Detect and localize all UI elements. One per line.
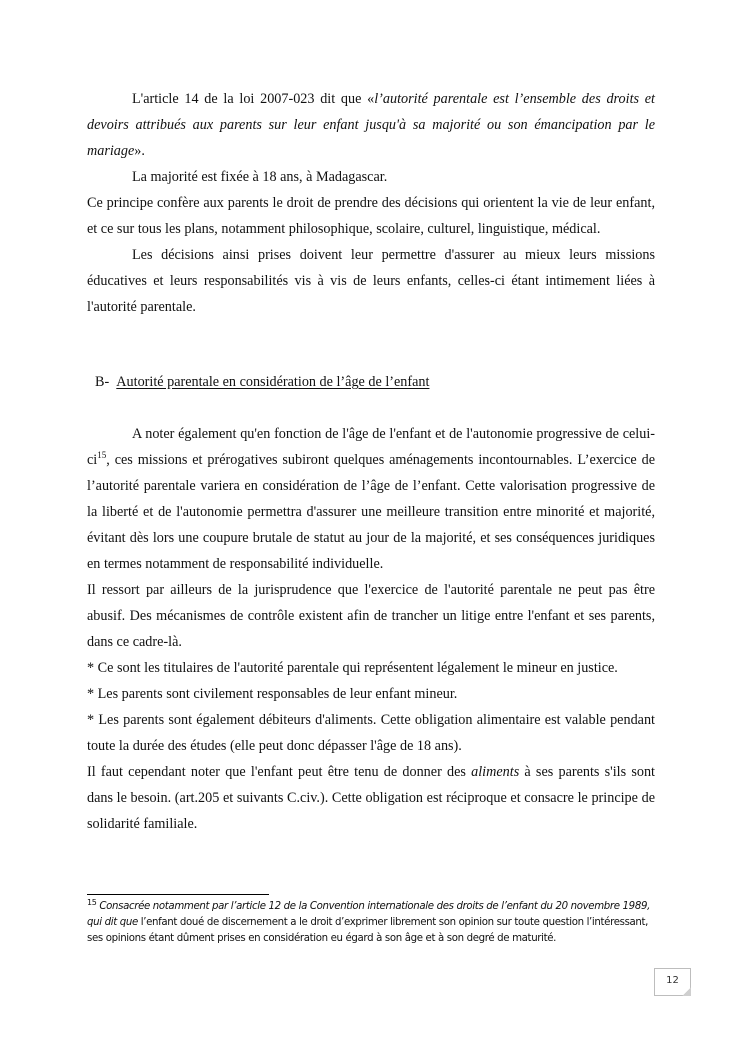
page-number: 12 — [666, 975, 679, 986]
footnote-number: 15 — [87, 898, 97, 907]
body-block-bottom — [87, 421, 655, 837]
footnote-separator — [87, 894, 269, 895]
paragraph-article-14: L'article 14 de la loi 2007-023 dit que «l’autorité parentale est l’ensemble des droits et devoirs attribués aux parents sur leur enfant jusqu'à sa majorité ou son émancipation par le mariage». — [87, 91, 655, 159]
paragraph-reciprocity: Il faut cependant noter que l'enfant peut être tenu de donner des aliments à ses parents s'ils sont dans le besoin. (art.205 et suivants C.civ.). Cette obligation est réciproque et consacre le principe de solidarité familiale. — [87, 764, 656, 832]
footnote — [87, 899, 655, 947]
paragraph-decisions: Les décisions ainsi prises doivent leur permettre d'assurer au mieux leurs missions éducatives et leurs responsabilités vis à vis de leurs enfants, celles-ci étant intimement liées à l'autorité parentale. — [87, 247, 655, 315]
paragraph-jurisprudence: Il ressort par ailleurs de la jurisprudence que l'exercice de l'autorité parentale ne peut pas être abusif. Des mécanismes de contrôle existent afin de trancher un litige entre l'enfant et ses parents, dans ce cadre-là. — [87, 582, 655, 650]
paragraph-principle: Ce principe confère aux parents le droit de prendre des décisions qui orientent la vie de leur enfant, et ce sur tous les plans, notamment philosophique, scolaire, culturel, linguistique, médical. — [87, 195, 655, 237]
bullet-alimony: * Les parents sont également débiteurs d'aliments. Cette obligation alimentaire est valable pendant toute la durée des études (elle peut donc dépasser l'âge de 18 ans). — [87, 712, 655, 754]
quote-text: l’autorité parentale est l’ensemble des droits et devoirs attribués aux parents sur leur enfant jusqu'à sa majorité ou son émancipation par le mariage — [87, 91, 655, 159]
footnote-ref[interactable]: 15 — [97, 450, 107, 460]
footnote-italic: Consacrée notamment par l’article 12 de la Convention internationale des droits de l’enfant du 20 novembre 1989, qui dit que — [87, 901, 650, 928]
paragraph-age: A noter également qu'en fonction de l'âge de l'enfant et de l'autonomie progressive de celui-$ci^{15}$, ces missions et prérogatives subiront quelques aménagements incontournables. L’exercice de l’autorité parentale variera en considération de l’âge de l’enfant. Cette valorisation progressive de la liberté et de l'autonomie permettra d'assurer une meilleure transition entre minorité et majorité, évitant dès lors une coupure brutale de statut au jour de la majorité, et ses conséquences juridiques en termes notamment de responsabilité individuelle. — [87, 426, 655, 572]
page-number-box — [654, 968, 691, 996]
section-prefix: B- — [95, 374, 110, 390]
section-heading — [87, 369, 655, 395]
section-title: Autorité parentale en considération de l’âge de l’enfant — [116, 374, 430, 390]
footnote-text: l’enfant doué de discernement a le droit d’exprimer librement son opinion sur toute question l’intéressant, ses opinions étant dûment prises en considération eu égard à son âge et à son degré de maturité. — [87, 917, 649, 944]
body-block-top — [87, 86, 655, 320]
bullet-representation: * Ce sont les titulaires de l'autorité parentale qui représentent légalement le mineur en justice. — [87, 660, 618, 676]
emphasis-aliments: aliments — [471, 764, 520, 780]
bullet-civil-responsibility: * Les parents sont civilement responsables de leur enfant mineur. — [87, 686, 458, 702]
paragraph-majority: La majorité est fixée à 18 ans, à Madagascar. — [132, 169, 388, 185]
